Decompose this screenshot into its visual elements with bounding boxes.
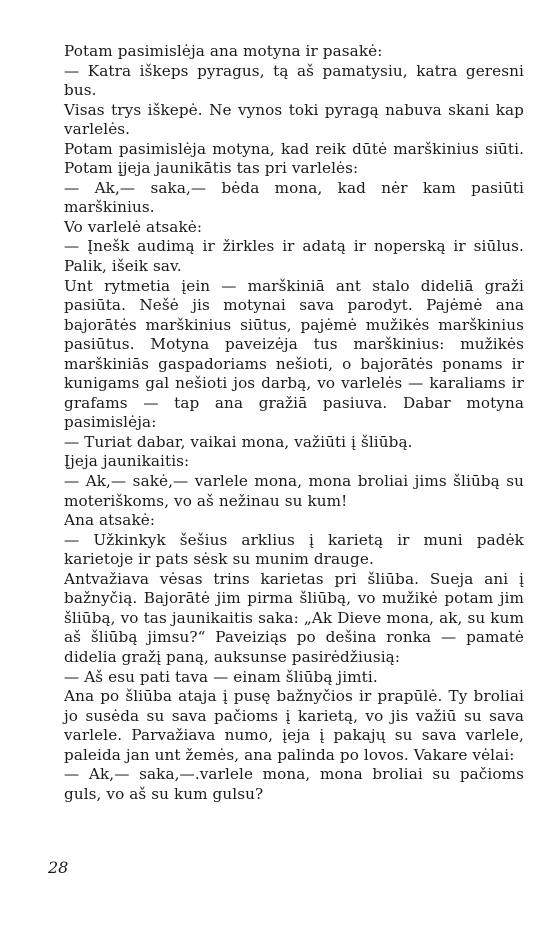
paragraph: — Įnešk audimą ir žirkles ir adatą ir noperską ir siūlus. Palik, išeik sav. — [64, 237, 524, 276]
paragraph: — Turiat dabar, vaikai mona, važiūti į šliūbą. — [64, 432, 413, 451]
paragraph: — Aš esu pati tava — einam šliūbą jimti. — [64, 667, 378, 686]
page-number: 28 — [48, 858, 69, 877]
paragraph: Antvažiava vėsas trins karietas pri šliūba. Sueja ani į bažnyčią. Bajorātė jim pirma šliūbą, vo mužikė potam jim šliūbą, vo tas jaunikaitis saka: „Ak Dieve mona, ak, su kum aš šliūbą jimsu?“ Paveiziąs po dešina ronka — pamatė didelia gražį paną, auksunse pasirėdžiusią: — [64, 569, 524, 666]
paragraph: — Ak,— sakė,— varlele mona, mona broliai jims šliūbą su moteriškoms, vo aš nežinau su kum! — [64, 472, 524, 510]
paragraph: Įjeja jaunikaitis: — [64, 452, 190, 471]
paragraph: — Užkinkyk šešius arklius į karietą ir muni padėk karietoje ir pats sėsk su munim drauge. — [64, 530, 524, 569]
paragraph: — Ak,— saka,—.varlele mona, mona broliai su pačioms guls, vo aš su kum gulsu? — [64, 765, 524, 803]
paragraph: Vo varlelė atsakė: — [64, 217, 203, 236]
story-text — [64, 42, 524, 804]
paragraph: Visas trys iškepė. Ne vynos toki pyragą nabuva skani kap varlelės. — [64, 100, 524, 139]
paragraph: Ana po šliūba ataja į pusę bažnyčios ir prapūlė. Ty broliai jo susėda su sava pačioms į karietą, vo jis važiū su sava varlele. Parvažiava numo, įeja į pakajų su sava varlele, paleida jan unt žemės, ana palinda po lovos. Vakare vėlai: — [64, 687, 524, 764]
paragraph: Unt rytmetia įein — marškiniā ant stalo dideliā graži pasiūta. Nešė jis motynai sava parodyt. Pajėmė ana bajorātės marškinius siūtus, pajėmė mužikės marškinius pasiūtus. Motyna paveizėja tus marškinius: mužikės marškiniās gaspadoriams nešioti, o bajorātės ponams ir kunigams gal nešioti jos darbą, vo varlelės — karaliams ir grafams — tap ana gražiā pasiuva. Dabar motyna pasimislėja: — [64, 276, 524, 432]
paragraph: Ana atsakė: — [64, 511, 156, 530]
paragraph: — Ak,— saka,— bėda mona, kad nėr kam pasiūti marškinius. — [64, 178, 524, 217]
page-text-block — [64, 42, 524, 804]
paragraph: Potam pasimislėja motyna, kad reik dūtė marškinius siūti. Potam įjeja jaunikātis tas pri varlelės: — [64, 139, 524, 178]
paragraph: Potam pasimislėja ana motyna ir pasakė: — [64, 42, 383, 60]
paragraph: — Katra iškeps pyragus, tą aš pamatysiu, katra geresni bus. — [64, 61, 524, 100]
